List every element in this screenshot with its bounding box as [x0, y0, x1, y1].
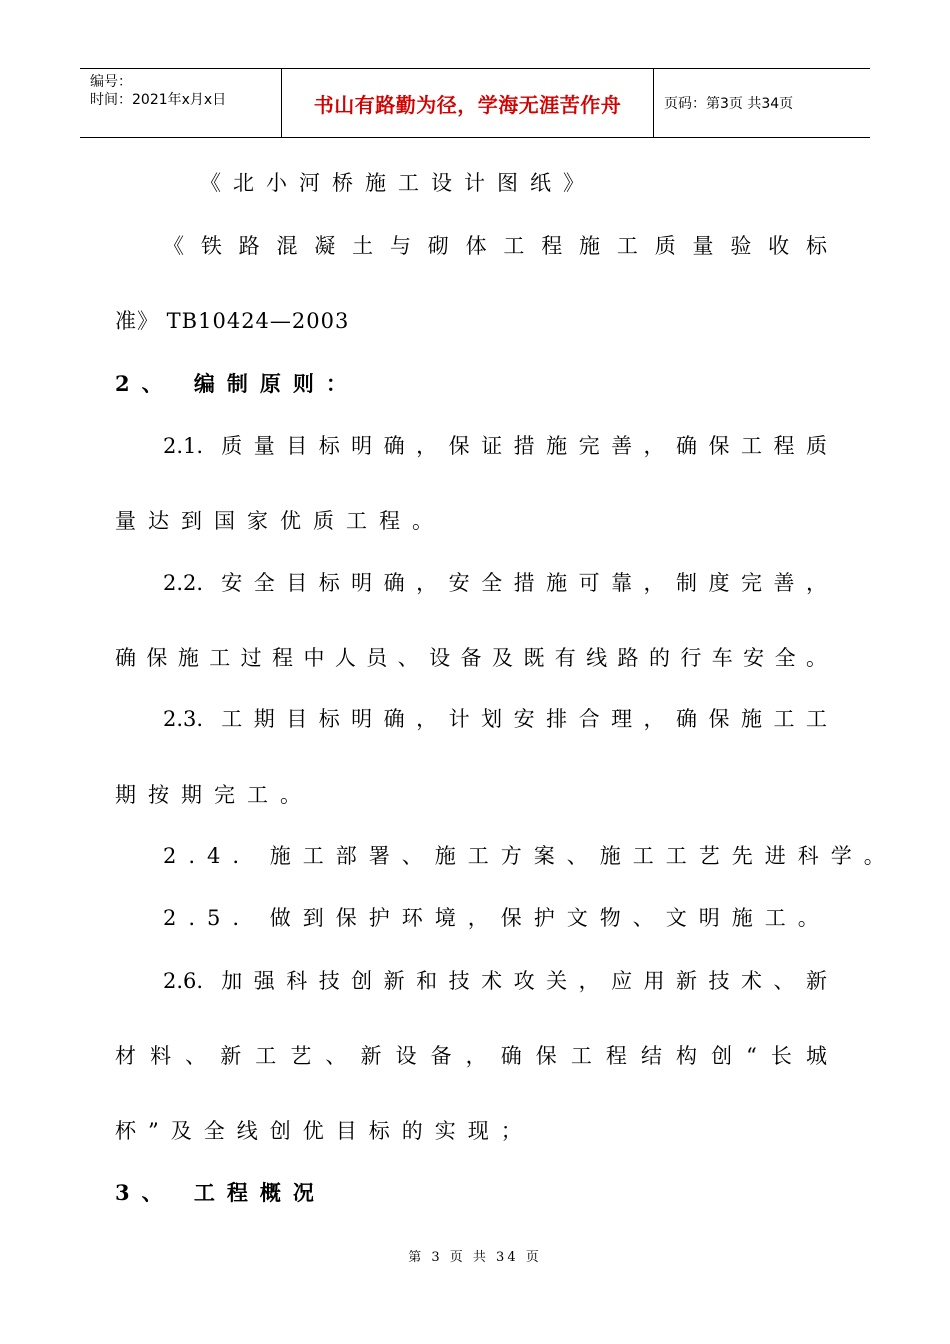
- item-2-2-line2: 确保施工过程中人员、设备及既有线路的行车安全。: [115, 646, 827, 670]
- item-2-3-line2: 期按期完工。: [115, 783, 313, 807]
- section-3-title: 3、 工程概况: [115, 1180, 326, 1205]
- reference-drawing: 《北小河桥施工设计图纸》: [200, 171, 596, 195]
- item-2-5: 2.5. 做到保护环境，保护文物、文明施工。: [163, 906, 831, 930]
- time-label: 时间：2021年x月x日: [90, 92, 227, 108]
- header-meta: [80, 69, 282, 137]
- item-2-1-line2: 量达到国家优质工程。: [115, 509, 445, 533]
- header-motto: 书山有路勤为径，学海无涯苦作舟: [313, 92, 622, 117]
- item-2-2-line1: 2.2. 安全目标明确，安全措施可靠，制度完善，: [163, 571, 827, 595]
- page-footer: 第 3 页 共 34 页: [408, 1250, 542, 1265]
- item-2-6-line3: 杯”及全线创优目标的实现；: [115, 1119, 534, 1143]
- header-motto-cell: [282, 69, 654, 137]
- header-page-info: 页码：第3页 共34页: [664, 96, 794, 112]
- item-2-6-line2: 材料、新工艺、新设备，确保工程结构创“长城: [115, 1044, 827, 1068]
- section-2-title: 2、 编制原则：: [115, 371, 359, 396]
- item-2-3-line1: 2.3. 工期目标明确，计划安排合理，确保施工工: [163, 707, 827, 731]
- page-header: [80, 68, 870, 138]
- item-2-4: 2.4. 施工部署、施工方案、施工工艺先进科学。: [163, 844, 897, 868]
- code-label: 编号：: [90, 74, 132, 90]
- reference-standard-line1: 《铁路混凝土与砌体工程施工质量验收标: [163, 234, 827, 258]
- item-2-6-line1: 2.6. 加强科技创新和技术攻关，应用新技术、新: [163, 969, 827, 993]
- item-2-1-line1: 2.1. 质量目标明确，保证措施完善，确保工程质: [163, 434, 827, 458]
- reference-standard-line2: 准》 TB10424—2003: [115, 309, 350, 333]
